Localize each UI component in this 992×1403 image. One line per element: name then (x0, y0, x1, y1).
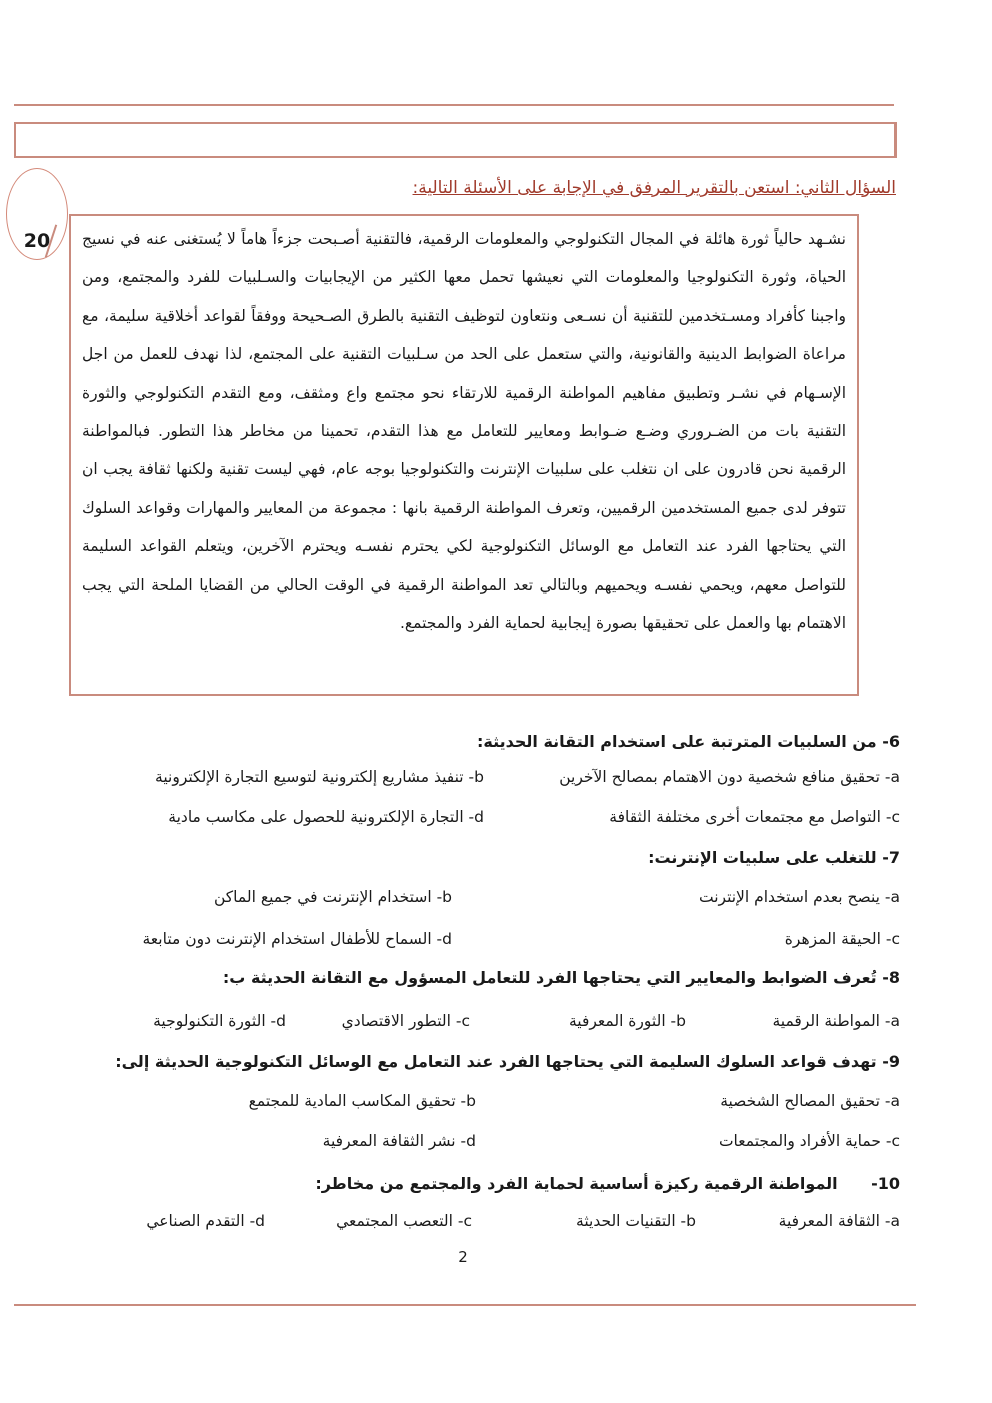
q10-option-b[interactable]: b- التقنيات الحديثة (576, 1212, 696, 1230)
question-9: 9- تهدف قواعد السلوك السليمة التي يحتاجها الفرد عند التعامل مع الوسائل التكنولوجية الحديثة إلى: (115, 1052, 900, 1071)
q6-option-d[interactable]: d- التجارة الإلكترونية للحصول على مكاسب مادية (168, 808, 484, 826)
q9-option-b[interactable]: b- تحقيق المكاسب المادية للمجتمع (248, 1092, 476, 1110)
q6-option-a[interactable]: a- تحقيق منافع شخصية دون الاهتمام بمصالح الآخرين (559, 768, 900, 786)
q6-option-b[interactable]: b- تنفيذ مشاريع إلكترونية لتوسيع التجارة الإلكترونية (155, 768, 484, 786)
q9-option-a[interactable]: a- تحقيق المصالح الشخصية (720, 1092, 900, 1110)
q8-option-a[interactable]: a- المواطنة الرقمية (772, 1012, 900, 1030)
question-10: 10- المواطنة الرقمية ركيزة أساسية لحماية الفرد والمجتمع من مخاطر: (315, 1174, 900, 1193)
question-title: السؤال الثاني: استعن بالتقرير المرفق في الإجابة على الأسئلة التالية: (412, 178, 896, 198)
q9-option-c[interactable]: c- حماية الأفراد والمجتمعات (718, 1132, 900, 1150)
bottom-rule (14, 1304, 916, 1306)
page-number: 2 (458, 1248, 468, 1266)
q10-option-d[interactable]: d- التقدم الصناعي (146, 1212, 265, 1230)
question-8: 8- تُعرف الضوابط والمعايير التي يحتاجها الفرد للتعامل المسؤول مع التقانة الحديثة ب: (222, 968, 900, 987)
q8-option-d[interactable]: d- الثورة التكنولوجية (153, 1012, 286, 1030)
question-7: 7- للتغلب على سلبيات الإنترنت: (648, 848, 900, 867)
top-rule (14, 104, 894, 106)
header-box (14, 122, 897, 158)
q10-option-a[interactable]: a- الثقافة المعرفية (778, 1212, 900, 1230)
q7-option-c[interactable]: c- الحيقة المزهرة (784, 930, 900, 948)
q8-option-c[interactable]: c- التطور الاقتصادي (341, 1012, 470, 1030)
question-6: 6- من السلبيات المترتبة على استخدام التقانة الحديثة: (476, 732, 900, 751)
q7-option-d[interactable]: d- السماح للأطفال استخدام الإنترنت دون متابعة (142, 930, 452, 948)
q9-option-d[interactable]: d- نشر الثقافة المعرفية (322, 1132, 476, 1150)
passage-text: نشـهد حالياً ثورة هائلة في المجال التكنولوجي والمعلومات الرقمية، فالتقنية أصـبحت جزءاً هاماً لا يُستغنى عنه في نسيج الحياة، وثورة التكنولوجيا والمعلومات التي نعيشها تحمل معها الكثير من الإيجابيات والسـلبيات للفرد والمجتمع، ومن واجبنا كأفراد ومسـتخدمين للتقنية أن نسـعى ونتعاون لتوظيف التقنية بالطرق الصـحيحة ووفقاً لقواعد أخلاقية سليمة، مع مراعاة الضوابط الدينية والقانونية، والتي ستعمل على الحد من سـلبيات التقنية على المجتمع، لذا نهدف للعمل من اجل الإسـهام في نشـر وتطبيق مفاهيم المواطنة الرقمية للارتقاء نحو مجتمع واع ومثقف، ومع التقدم التكنولوجي والثورة التقنية بات من الضـروري وضـع ضـوابط ومعايير للتعامل مع هذا التقدم، تحمينا من مخاطر هذا التطور. فبالمواطنة الرقمية نحن قادرون على ان نتغلب على سلبيات الإنترنت والتكنولوجيا بوجه عام، فهي ليست تقنية ولكنها ثقافة يجب ان تتوفر لدى جميع المستخدمين الرقميين، وتعرف المواطنة الرقمية بانها : مجموعة من المعايير والمهارات وقواعد السلوك التي يحتاجها الفرد عند التعامل مع الوسائل التكنولوجية لكي يحترم نفسـه ويحترم الآخرين، ويتعلم القواعد السليمة للتواصل معهم، ويحمي نفسـه ويحميهم وبالتالي تعد المواطنة الرقمية في الوقت الحالي من القضايا الملحة التي يجب الاهتمام بها والعمل على تحقيقها بصورة إيجابية لحماية الفرد والمجتمع. (82, 230, 846, 633)
q7-option-b[interactable]: b- استخدام الإنترنت في جميع الماكن (214, 888, 452, 906)
q10-option-c[interactable]: c- التعصب المجتمعي (336, 1212, 472, 1230)
q8-option-b[interactable]: b- الثورة المعرفية (568, 1012, 686, 1030)
q6-option-c[interactable]: c- التواصل مع مجتمعات أخرى مختلفة الثقافة (609, 808, 900, 826)
q7-option-a[interactable]: a- ينصح بعدم استخدام الإنترنت (698, 888, 900, 906)
score-value: 20 (23, 230, 51, 252)
